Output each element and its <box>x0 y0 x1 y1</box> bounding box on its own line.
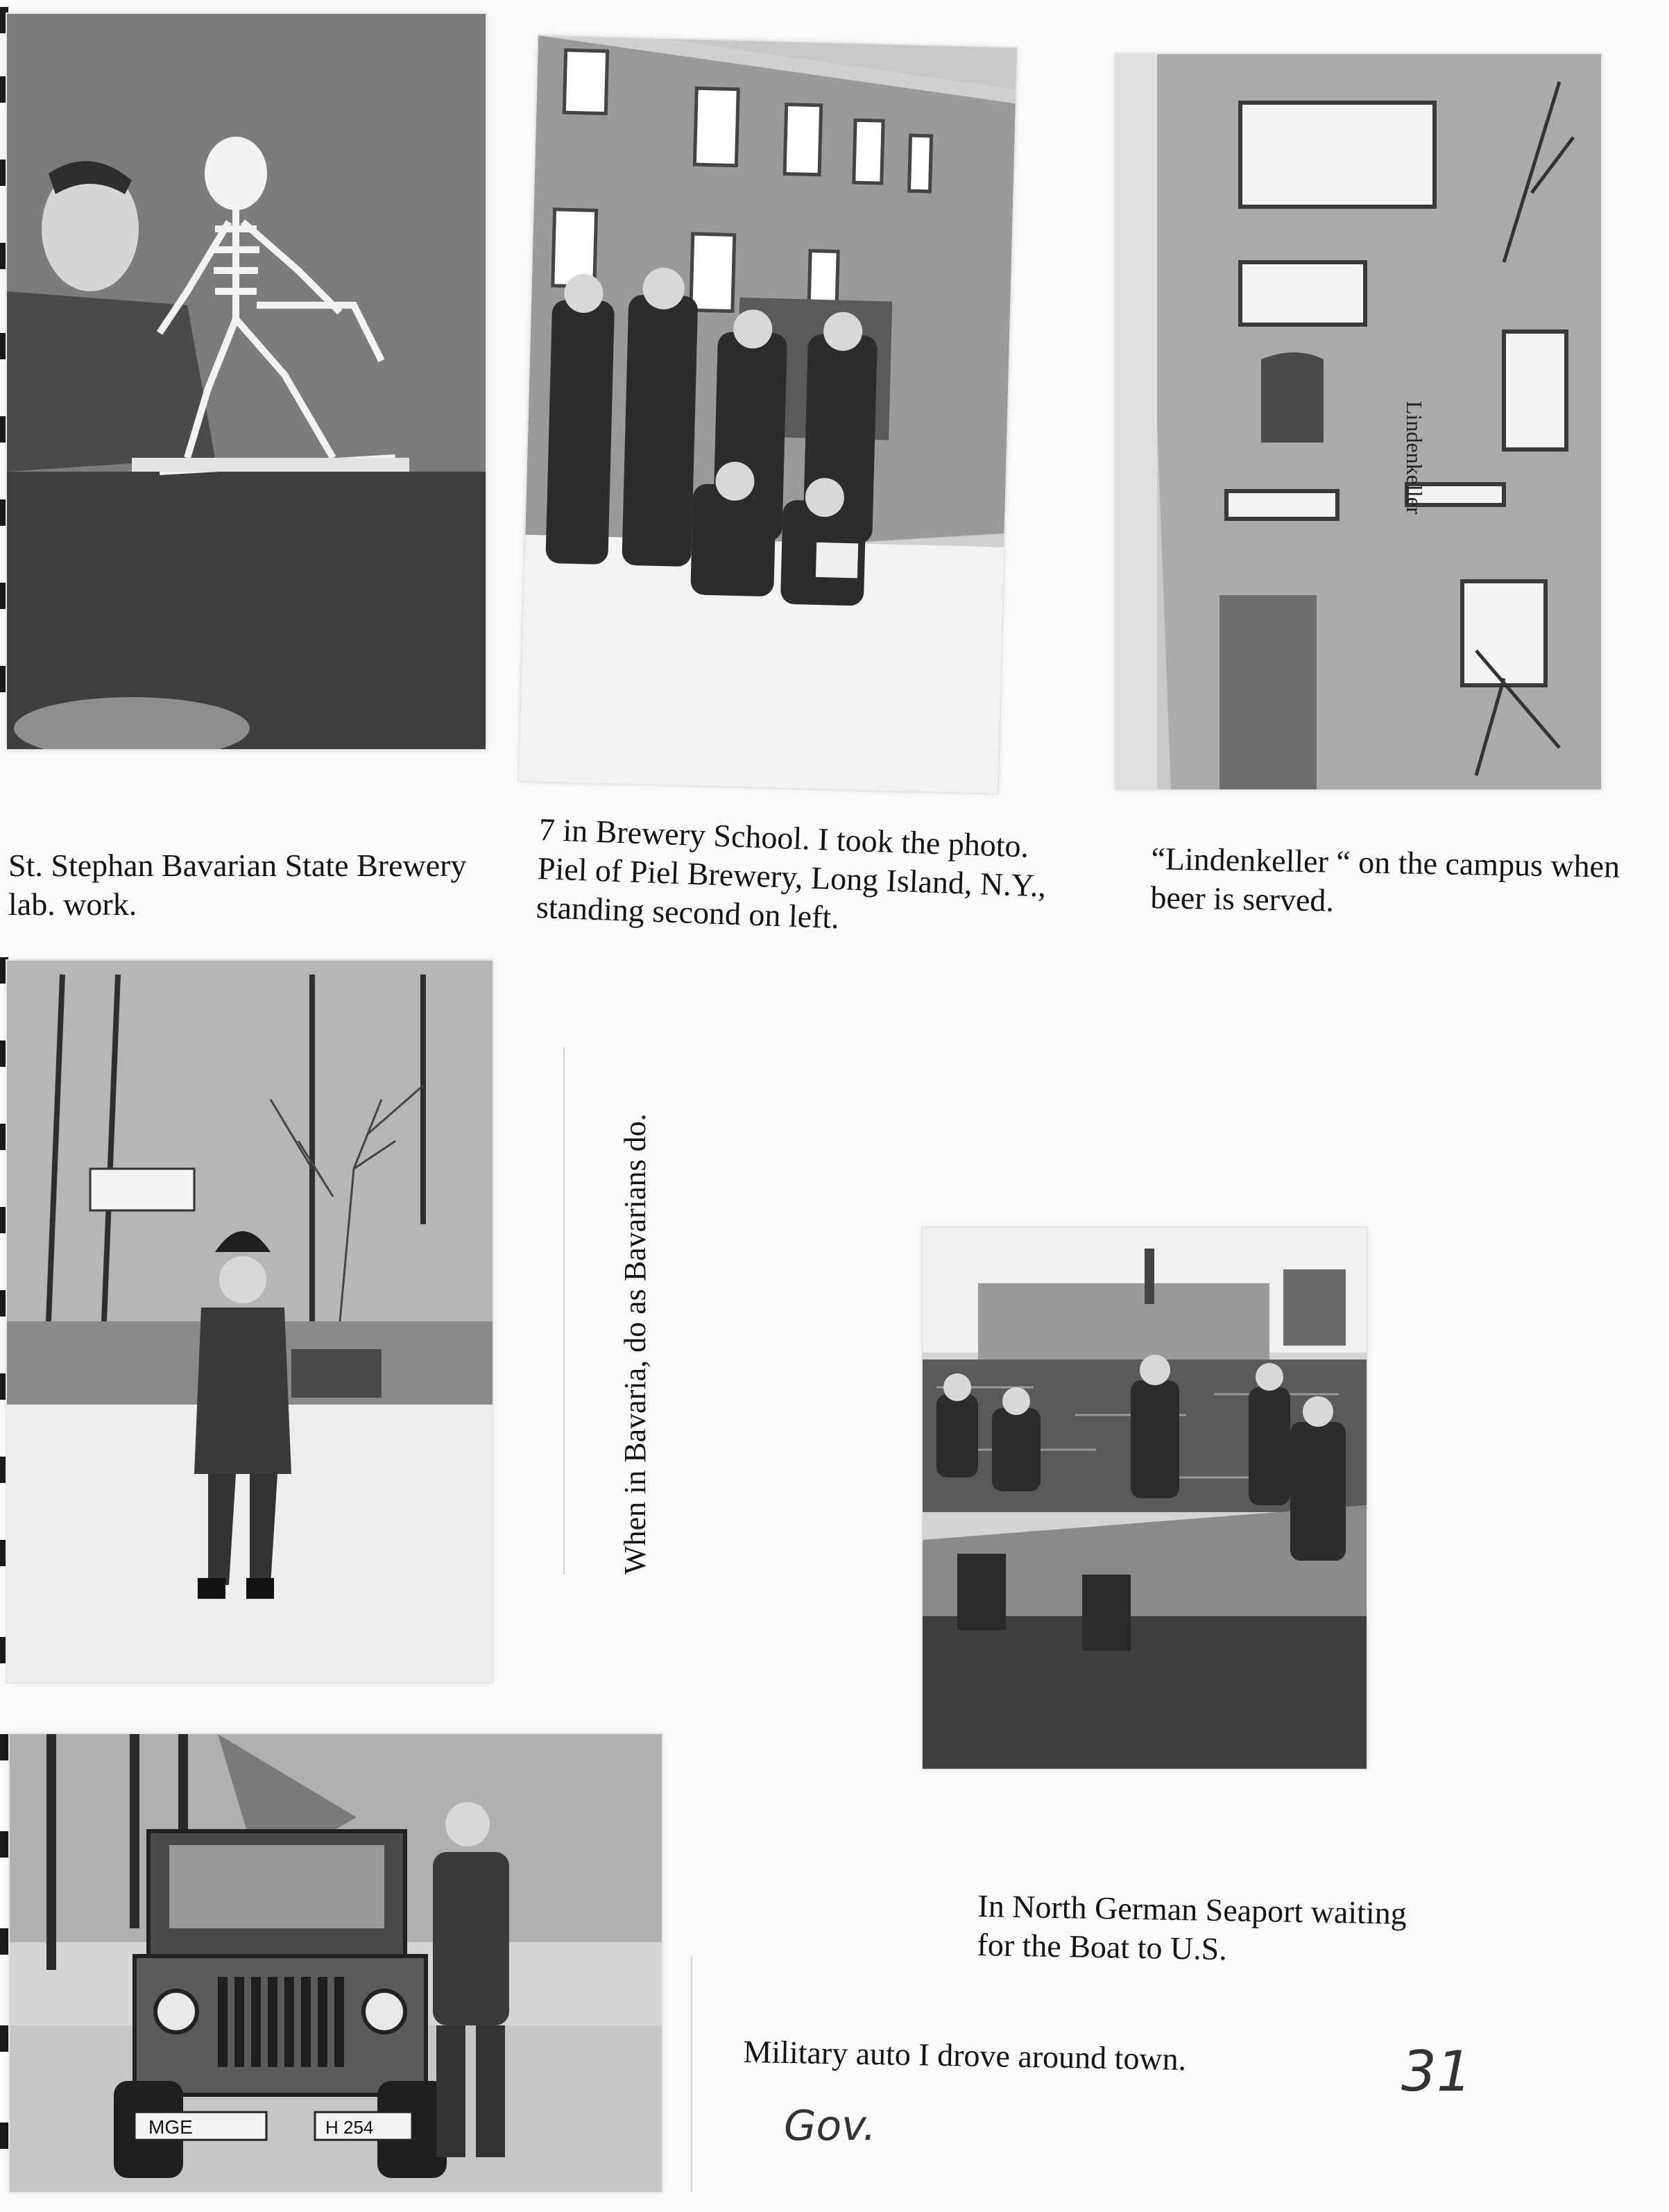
caption-brewery-lab: St. Stephan Bavarian State Brewery lab. work. <box>8 848 467 922</box>
photo-brewery-school <box>519 35 1017 794</box>
photo-military-auto <box>10 1734 662 2192</box>
caption-military-auto: Military auto I drove around town. <box>743 2033 1187 2077</box>
divider-line <box>563 1047 565 1575</box>
photo-seaport <box>923 1228 1367 1769</box>
page-number: 31 <box>1401 2039 1472 2104</box>
handwritten-note: Gov. <box>784 2102 876 2150</box>
lindenkeller-sign-text: Lindenkeller <box>1402 401 1427 515</box>
caption-brewery-school: 7 in Brewery School. I took the photo. Piel of Piel Brewery, Long Island, N.Y., standing second on left. <box>536 811 1047 936</box>
photo-lindenkeller <box>1115 54 1601 789</box>
caption-bavaria: When in Bavaria, do as Bavarians do. <box>618 1113 652 1575</box>
caption-seaport: In North German Seaport waiting for the Boat to U.S. <box>977 1887 1407 1967</box>
plate-right-text: H 254 <box>325 2117 374 2138</box>
caption-lindenkeller: “Lindenkeller “ on the campus when beer is served. <box>1150 840 1620 918</box>
photo-brewery-lab <box>7 14 486 749</box>
photo-bavaria <box>7 961 493 1682</box>
divider-line-bottom <box>691 1956 692 2192</box>
plate-left-text: MGE <box>148 2116 193 2138</box>
